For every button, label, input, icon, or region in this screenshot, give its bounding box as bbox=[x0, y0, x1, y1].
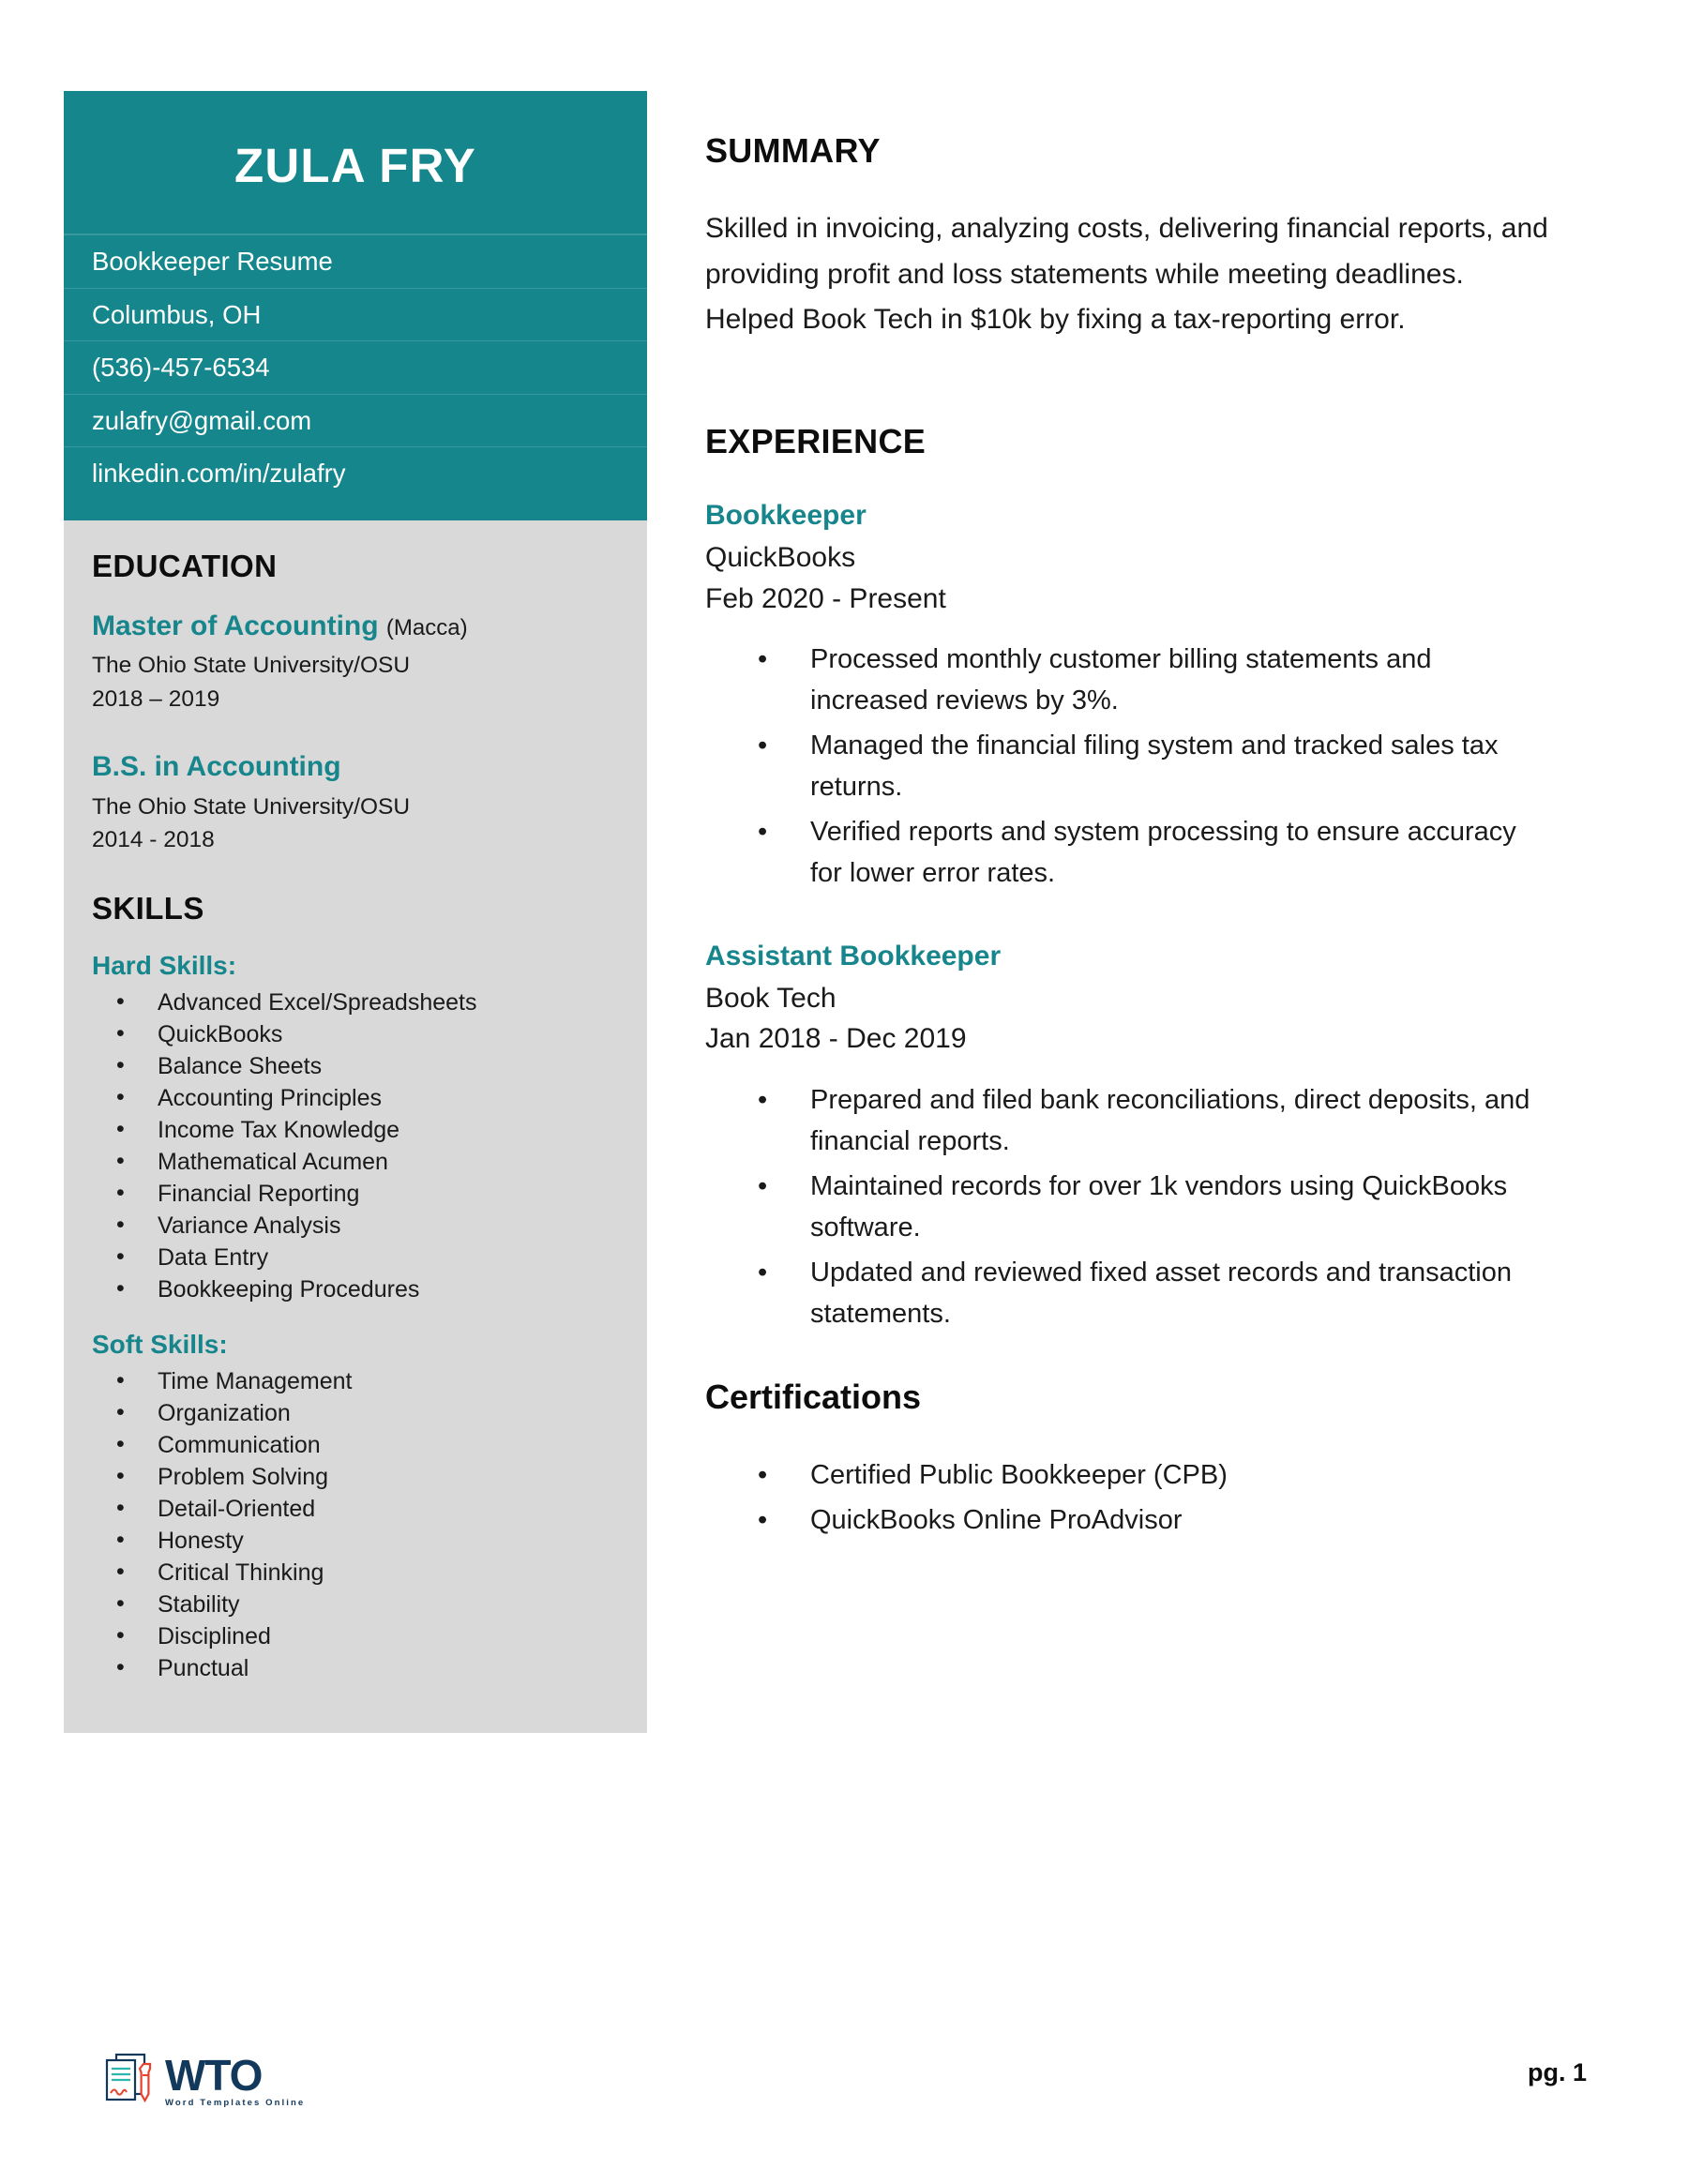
education-degree bbox=[92, 749, 647, 785]
list-item-label: Problem Solving bbox=[158, 1463, 329, 1490]
bullet-icon: • bbox=[116, 1462, 125, 1489]
list-item-label: Time Management bbox=[158, 1367, 353, 1394]
list-item bbox=[758, 639, 1549, 721]
bullet-icon: • bbox=[116, 1653, 125, 1680]
list-item bbox=[758, 1166, 1549, 1248]
list-item-label: Communication bbox=[158, 1431, 321, 1458]
list-item-label: Balance Sheets bbox=[158, 1052, 323, 1079]
list-item-label: Honesty bbox=[158, 1527, 244, 1554]
list-item bbox=[116, 1652, 647, 1684]
list-item bbox=[116, 1365, 647, 1397]
education-degree-suffix: (Macca) bbox=[385, 614, 468, 640]
job-dates: Feb 2020 - Present bbox=[705, 582, 946, 614]
list-item-label: Managed the financial filing system and tracked sales tax returns. bbox=[810, 731, 1499, 803]
list-item-label: Certified Public Bookkeeper (CPB) bbox=[810, 1460, 1228, 1491]
list-item bbox=[116, 1429, 647, 1461]
bullet-icon: • bbox=[116, 1494, 125, 1521]
wto-tagline: Word Templates Online bbox=[165, 2098, 306, 2109]
job-dates: Jan 2018 - Dec 2019 bbox=[705, 1023, 967, 1055]
bullet-icon: • bbox=[758, 1460, 768, 1491]
bullet-icon: • bbox=[116, 1243, 125, 1270]
education-degree bbox=[92, 609, 647, 644]
job-title: Bookkeeper bbox=[705, 499, 867, 531]
list-item bbox=[116, 1620, 647, 1652]
list-item bbox=[758, 1079, 1549, 1162]
list-item-label: Stability bbox=[158, 1590, 240, 1618]
bullet-icon: • bbox=[116, 1115, 125, 1142]
list-item-label: Critical Thinking bbox=[158, 1559, 324, 1586]
contact-item-email[interactable]: zulafry@gmail.com bbox=[64, 395, 647, 448]
list-item bbox=[116, 1146, 647, 1178]
sidebar-header-block bbox=[64, 91, 647, 520]
education-degree-name: B.S. in Accounting bbox=[92, 751, 341, 783]
experience-entry bbox=[705, 938, 1549, 1059]
bullet-icon: • bbox=[758, 731, 768, 761]
list-item-label: Income Tax Knowledge bbox=[158, 1116, 400, 1143]
list-item-label: Prepared and filed bank reconciliations, direct deposits, and financial reports. bbox=[810, 1084, 1530, 1156]
list-item bbox=[758, 1252, 1549, 1334]
bullet-icon: • bbox=[116, 1211, 125, 1238]
bullet-icon: • bbox=[116, 1051, 125, 1078]
list-item-label: Detail-Oriented bbox=[158, 1495, 316, 1522]
job-company: Book Tech bbox=[705, 983, 836, 1015]
wto-logo-text bbox=[165, 2050, 306, 2109]
bullet-icon: • bbox=[758, 817, 768, 848]
wto-wordmark: WTO bbox=[165, 2050, 263, 2100]
list-item bbox=[116, 1242, 647, 1273]
contact-item-role: Bookkeeper Resume bbox=[64, 234, 647, 289]
list-item-label: Punctual bbox=[158, 1654, 249, 1681]
education-degree-name: Master of Accounting bbox=[92, 610, 379, 641]
list-item-label: Data Entry bbox=[158, 1243, 269, 1271]
list-item bbox=[758, 811, 1549, 894]
list-item bbox=[758, 1499, 1549, 1541]
list-item bbox=[116, 1050, 647, 1082]
list-item-label: Variance Analysis bbox=[158, 1212, 341, 1239]
sidebar bbox=[64, 91, 647, 1733]
list-item-label: Organization bbox=[158, 1399, 291, 1426]
list-item-label: Maintained records for over 1k vendors using QuickBooks software. bbox=[810, 1170, 1508, 1243]
education-school: The Ohio State University/OSU bbox=[92, 653, 411, 679]
bullet-icon: • bbox=[758, 644, 768, 675]
bullet-icon: • bbox=[116, 1526, 125, 1553]
list-item-label: QuickBooks bbox=[158, 1020, 283, 1047]
hard-skills-list bbox=[64, 987, 647, 1305]
list-item bbox=[116, 1493, 647, 1525]
bullet-icon: • bbox=[116, 1398, 125, 1425]
list-item-label: Advanced Excel/Spreadsheets bbox=[158, 988, 477, 1016]
contact-item-location: Columbus, OH bbox=[64, 289, 647, 342]
document-pen-icon bbox=[101, 2051, 159, 2113]
list-item bbox=[116, 1082, 647, 1114]
bullet-icon: • bbox=[758, 1170, 768, 1201]
wto-logo bbox=[101, 2041, 305, 2122]
education-heading: EDUCATION bbox=[92, 548, 278, 583]
list-item bbox=[116, 1461, 647, 1493]
bullet-icon: • bbox=[116, 987, 125, 1015]
list-item bbox=[116, 1273, 647, 1305]
bullet-icon: • bbox=[116, 1589, 125, 1617]
job-company: QuickBooks bbox=[705, 542, 856, 574]
list-item-label: Mathematical Acumen bbox=[158, 1148, 388, 1175]
list-item bbox=[116, 1114, 647, 1146]
bullet-icon: • bbox=[758, 1084, 768, 1115]
bullet-icon: • bbox=[758, 1258, 768, 1288]
list-item-label: Accounting Principles bbox=[158, 1084, 383, 1111]
certifications-list bbox=[705, 1454, 1549, 1541]
bullet-icon: • bbox=[116, 1274, 125, 1302]
bullet-icon: • bbox=[116, 1430, 125, 1457]
bullet-icon: • bbox=[758, 1505, 768, 1536]
list-item-label: Processed monthly customer billing statements and increased reviews by 3%. bbox=[810, 644, 1432, 716]
list-item bbox=[116, 1397, 647, 1429]
list-item bbox=[758, 725, 1549, 807]
bullet-icon: • bbox=[116, 1558, 125, 1585]
summary-text: Skilled in invoicing, analyzing costs, delivering financial reports, and providing profit and loss statements while meeting deadlines. Helped Book Tech in $10k by fixing a tax-reporting error. bbox=[705, 213, 1548, 336]
candidate-name: ZULA FRY bbox=[234, 139, 476, 192]
job-bullet-list bbox=[705, 1079, 1549, 1334]
list-item bbox=[116, 1178, 647, 1210]
experience-heading: EXPERIENCE bbox=[705, 421, 927, 460]
education-dates: 2018 – 2019 bbox=[92, 685, 220, 712]
bullet-icon: • bbox=[116, 1621, 125, 1649]
list-item-label: Updated and reviewed fixed asset records and transaction statements. bbox=[810, 1258, 1512, 1330]
bullet-icon: • bbox=[116, 1019, 125, 1047]
certifications-heading: Certifications bbox=[705, 1378, 922, 1417]
bullet-icon: • bbox=[116, 1179, 125, 1206]
list-item-label: Bookkeeping Procedures bbox=[158, 1275, 420, 1303]
list-item bbox=[116, 1589, 647, 1620]
contact-list bbox=[64, 234, 647, 500]
education-school: The Ohio State University/OSU bbox=[92, 793, 411, 820]
page-number: pg. 1 bbox=[1527, 2058, 1587, 2086]
list-item bbox=[116, 1557, 647, 1589]
bullet-icon: • bbox=[116, 1083, 125, 1110]
contact-item-linkedin[interactable]: linkedin.com/in/zulafry bbox=[92, 459, 346, 489]
job-bullet-list bbox=[705, 639, 1549, 894]
list-item-label: Disciplined bbox=[158, 1622, 271, 1649]
education-entry bbox=[92, 749, 647, 857]
list-item-label: Verified reports and system processing to ensure accuracy for lower error rates. bbox=[810, 817, 1516, 889]
hard-skills-label: Hard Skills: bbox=[92, 950, 237, 980]
list-item-label: Financial Reporting bbox=[158, 1180, 360, 1207]
list-item-label: QuickBooks Online ProAdvisor bbox=[810, 1505, 1183, 1536]
list-item bbox=[116, 987, 647, 1018]
soft-skills-list bbox=[64, 1365, 647, 1684]
page-footer bbox=[0, 2041, 1688, 2126]
experience-entry bbox=[705, 497, 1549, 618]
list-item bbox=[116, 1210, 647, 1242]
bullet-icon: • bbox=[116, 1147, 125, 1174]
bullet-icon: • bbox=[116, 1366, 125, 1393]
education-dates: 2014 - 2018 bbox=[92, 827, 215, 853]
list-item bbox=[116, 1525, 647, 1557]
skills-heading: SKILLS bbox=[92, 890, 204, 926]
name-band bbox=[64, 91, 647, 234]
soft-skills-label: Soft Skills: bbox=[92, 1329, 228, 1359]
list-item bbox=[116, 1018, 647, 1050]
job-title: Assistant Bookkeeper bbox=[705, 940, 1002, 972]
education-entry bbox=[92, 609, 647, 716]
contact-item-phone[interactable]: (536)-457-6534 bbox=[64, 341, 647, 395]
summary-heading: SUMMARY bbox=[705, 131, 881, 170]
sidebar-body-block bbox=[64, 520, 647, 1733]
list-item bbox=[758, 1454, 1549, 1496]
main-column bbox=[705, 131, 1549, 1544]
